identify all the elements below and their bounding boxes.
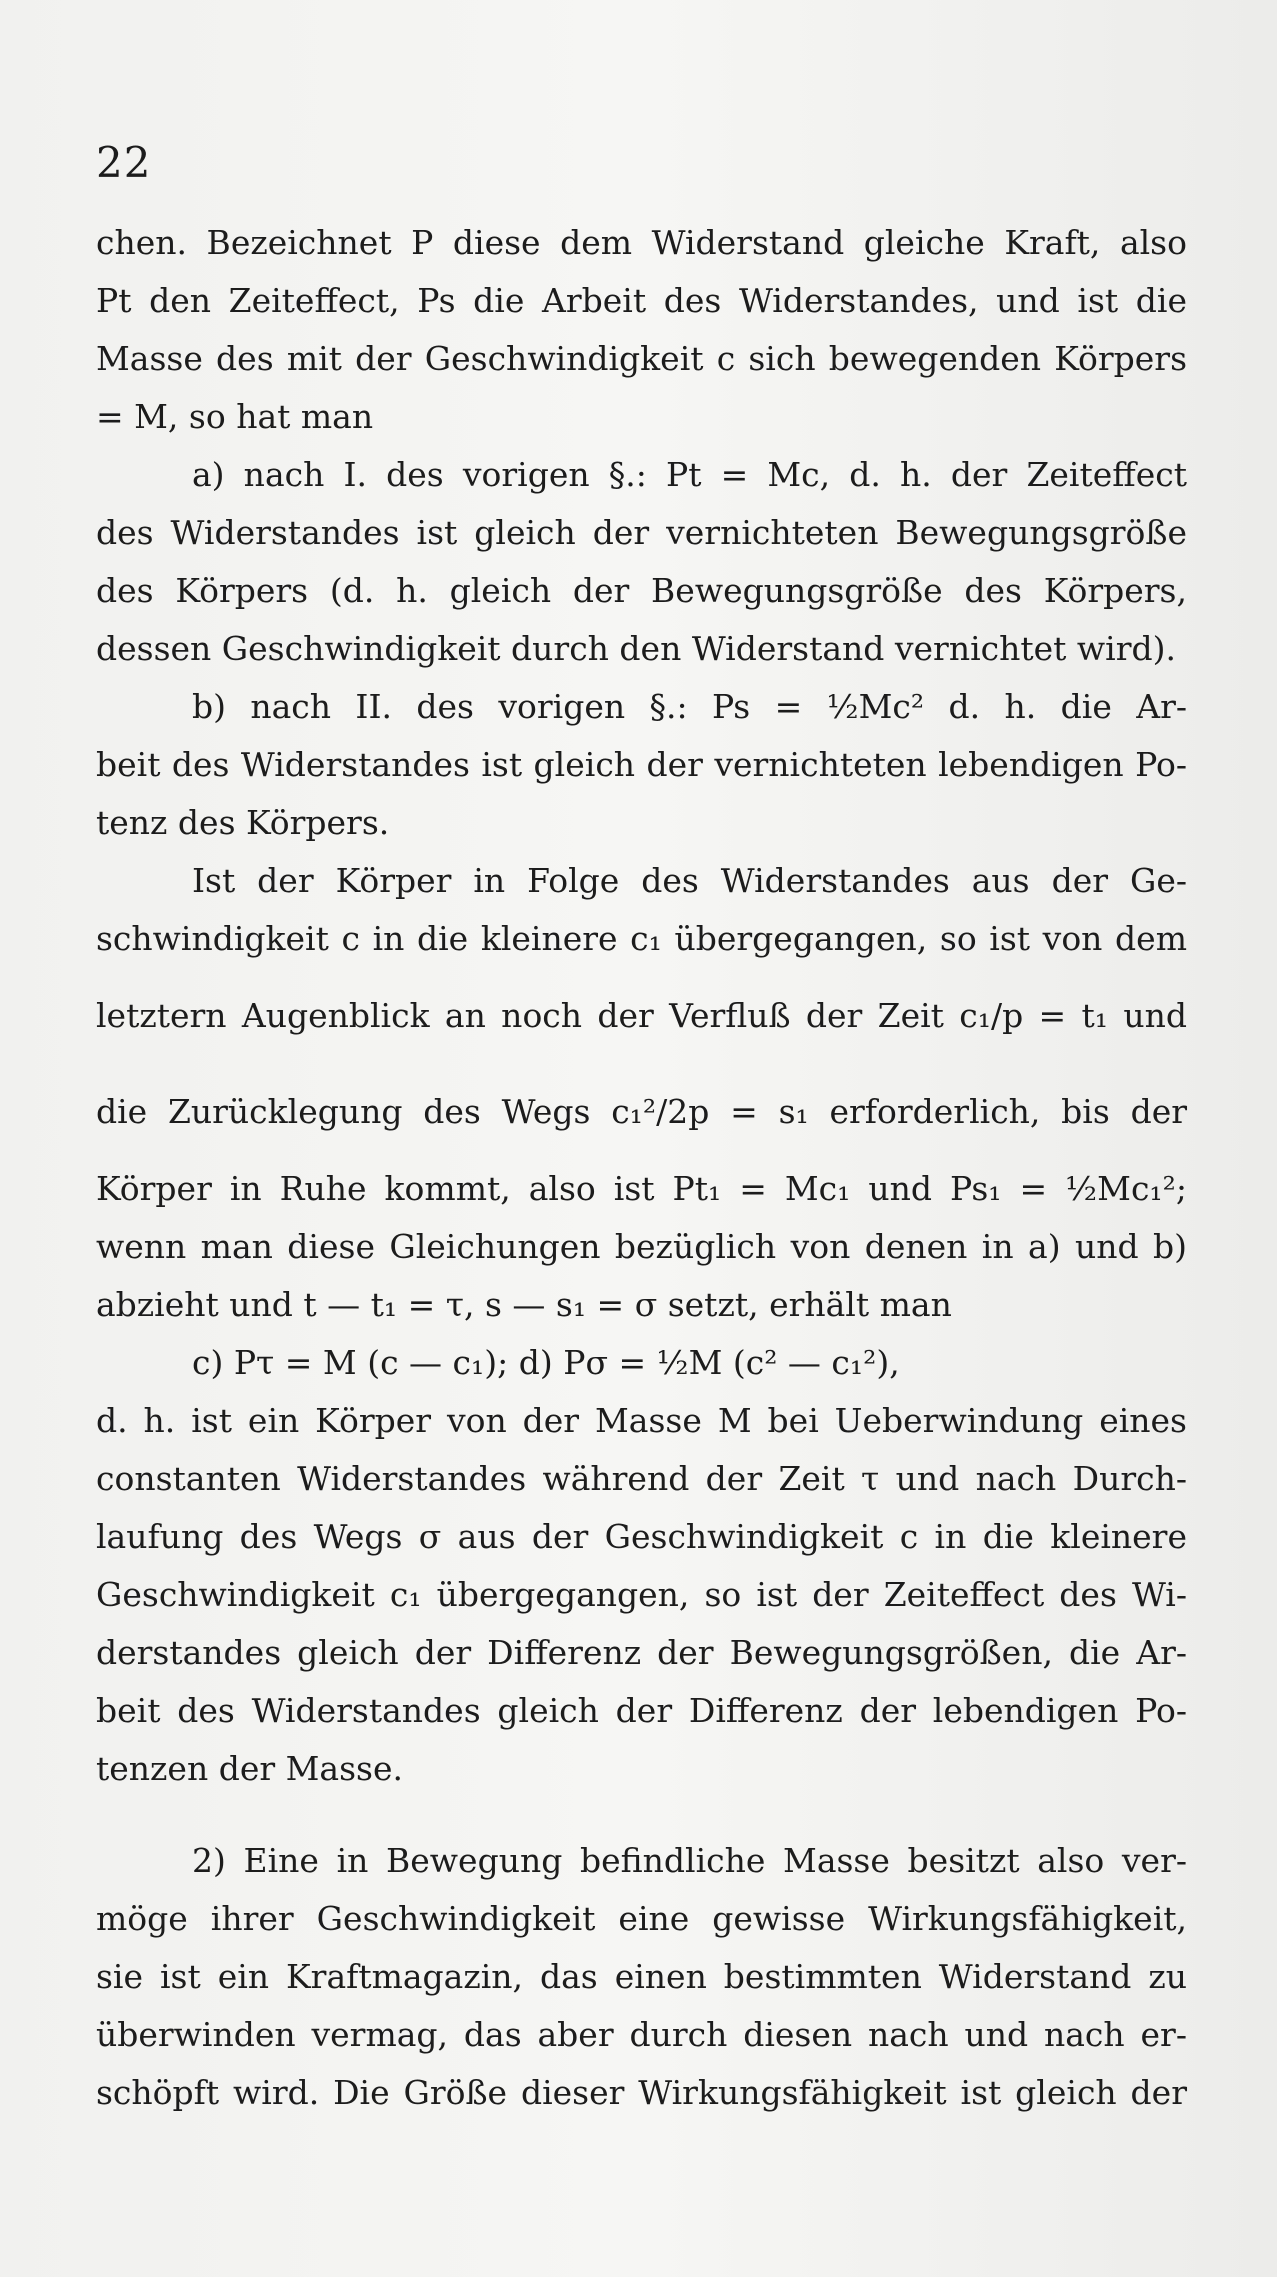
paragraph-gap — [96, 1798, 1187, 1832]
text-line: tenz des Körpers. — [96, 803, 390, 842]
text-line: chen. Bezeichnet P diese dem Widerstand gleiche Kraft, also — [96, 223, 1187, 262]
text-line: Geschwindigkeit c₁ übergegangen, so ist der Zeiteffect des Wi- — [96, 1575, 1187, 1614]
text-line: schwindigkeit c in die kleinere c₁ übergegangen, so ist von dem — [96, 919, 1187, 958]
text-body — [96, 214, 1187, 2122]
text-line: 2) Eine in Bewegung befindliche Masse besitzt also ver- — [192, 1841, 1187, 1880]
page-number: 22 — [96, 138, 152, 187]
text-line: Pt den Zeiteffect, Ps die Arbeit des Widerstandes, und ist die — [96, 281, 1187, 320]
text-line: überwinden vermag, das aber durch diesen nach und nach er- — [96, 2015, 1187, 2054]
text-line: des Widerstandes ist gleich der vernichteten Bewegungsgröße — [96, 513, 1187, 552]
text-line: beit des Widerstandes ist gleich der vernichteten lebendigen Po- — [96, 745, 1187, 784]
text-line: beit des Widerstandes gleich der Differenz der lebendigen Po- — [96, 1691, 1187, 1730]
text-line: abzieht und t — t₁ = τ, s — s₁ = σ setzt, erhält man — [96, 1285, 952, 1324]
text-line: derstandes gleich der Differenz der Bewegungsgrößen, die Ar- — [96, 1633, 1187, 1672]
text-line: Körper in Ruhe kommt, also ist Pt₁ = Mc₁ und Ps₁ = ½Mc₁²; — [96, 1169, 1187, 1208]
text-line: constanten Widerstandes während der Zeit τ und nach Durch- — [96, 1459, 1187, 1498]
text-line: laufung des Wegs σ aus der Geschwindigkeit c in die kleinere — [96, 1517, 1187, 1556]
text-line: des Körpers (d. h. gleich der Bewegungsgröße des Körpers, — [96, 571, 1187, 610]
text-line: sie ist ein Kraftmagazin, das einen bestimmten Widerstand zu — [96, 1957, 1187, 1996]
text-line: wenn man diese Gleichungen bezüglich von denen in a) und b) — [96, 1227, 1187, 1266]
text-line: letztern Augenblick an noch der Verfluß der Zeit c₁/p = t₁ und — [96, 996, 1187, 1035]
text-line: möge ihrer Geschwindigkeit eine gewisse Wirkungsfähigkeit, — [96, 1899, 1187, 1938]
text-line: schöpft wird. Die Größe dieser Wirkungsfähigkeit ist gleich der — [96, 2073, 1187, 2112]
text-line: a) nach I. des vorigen §.: Pt = Mc, d. h. der Zeiteffect — [192, 455, 1187, 494]
text-line: tenzen der Masse. — [96, 1749, 403, 1788]
text-line: dessen Geschwindigkeit durch den Widerstand vernichtet wird). — [96, 629, 1176, 668]
text-line: b) nach II. des vorigen §.: Ps = ½Mc² d. h. die Ar- — [192, 687, 1187, 726]
text-line: c) Pτ = M (c — c₁); d) Pσ = ½M (c² — c₁²), — [192, 1343, 900, 1382]
text-line: Ist der Körper in Folge des Widerstandes aus der Ge- — [192, 861, 1187, 900]
text-line: d. h. ist ein Körper von der Masse M bei Ueberwindung eines — [96, 1401, 1187, 1440]
text-line: die Zurücklegung des Wegs c₁²/2p = s₁ erforderlich, bis der — [96, 1092, 1187, 1131]
text-line: = M, so hat man — [96, 397, 374, 436]
text-line: Masse des mit der Geschwindigkeit c sich bewegenden Körpers — [96, 339, 1187, 378]
